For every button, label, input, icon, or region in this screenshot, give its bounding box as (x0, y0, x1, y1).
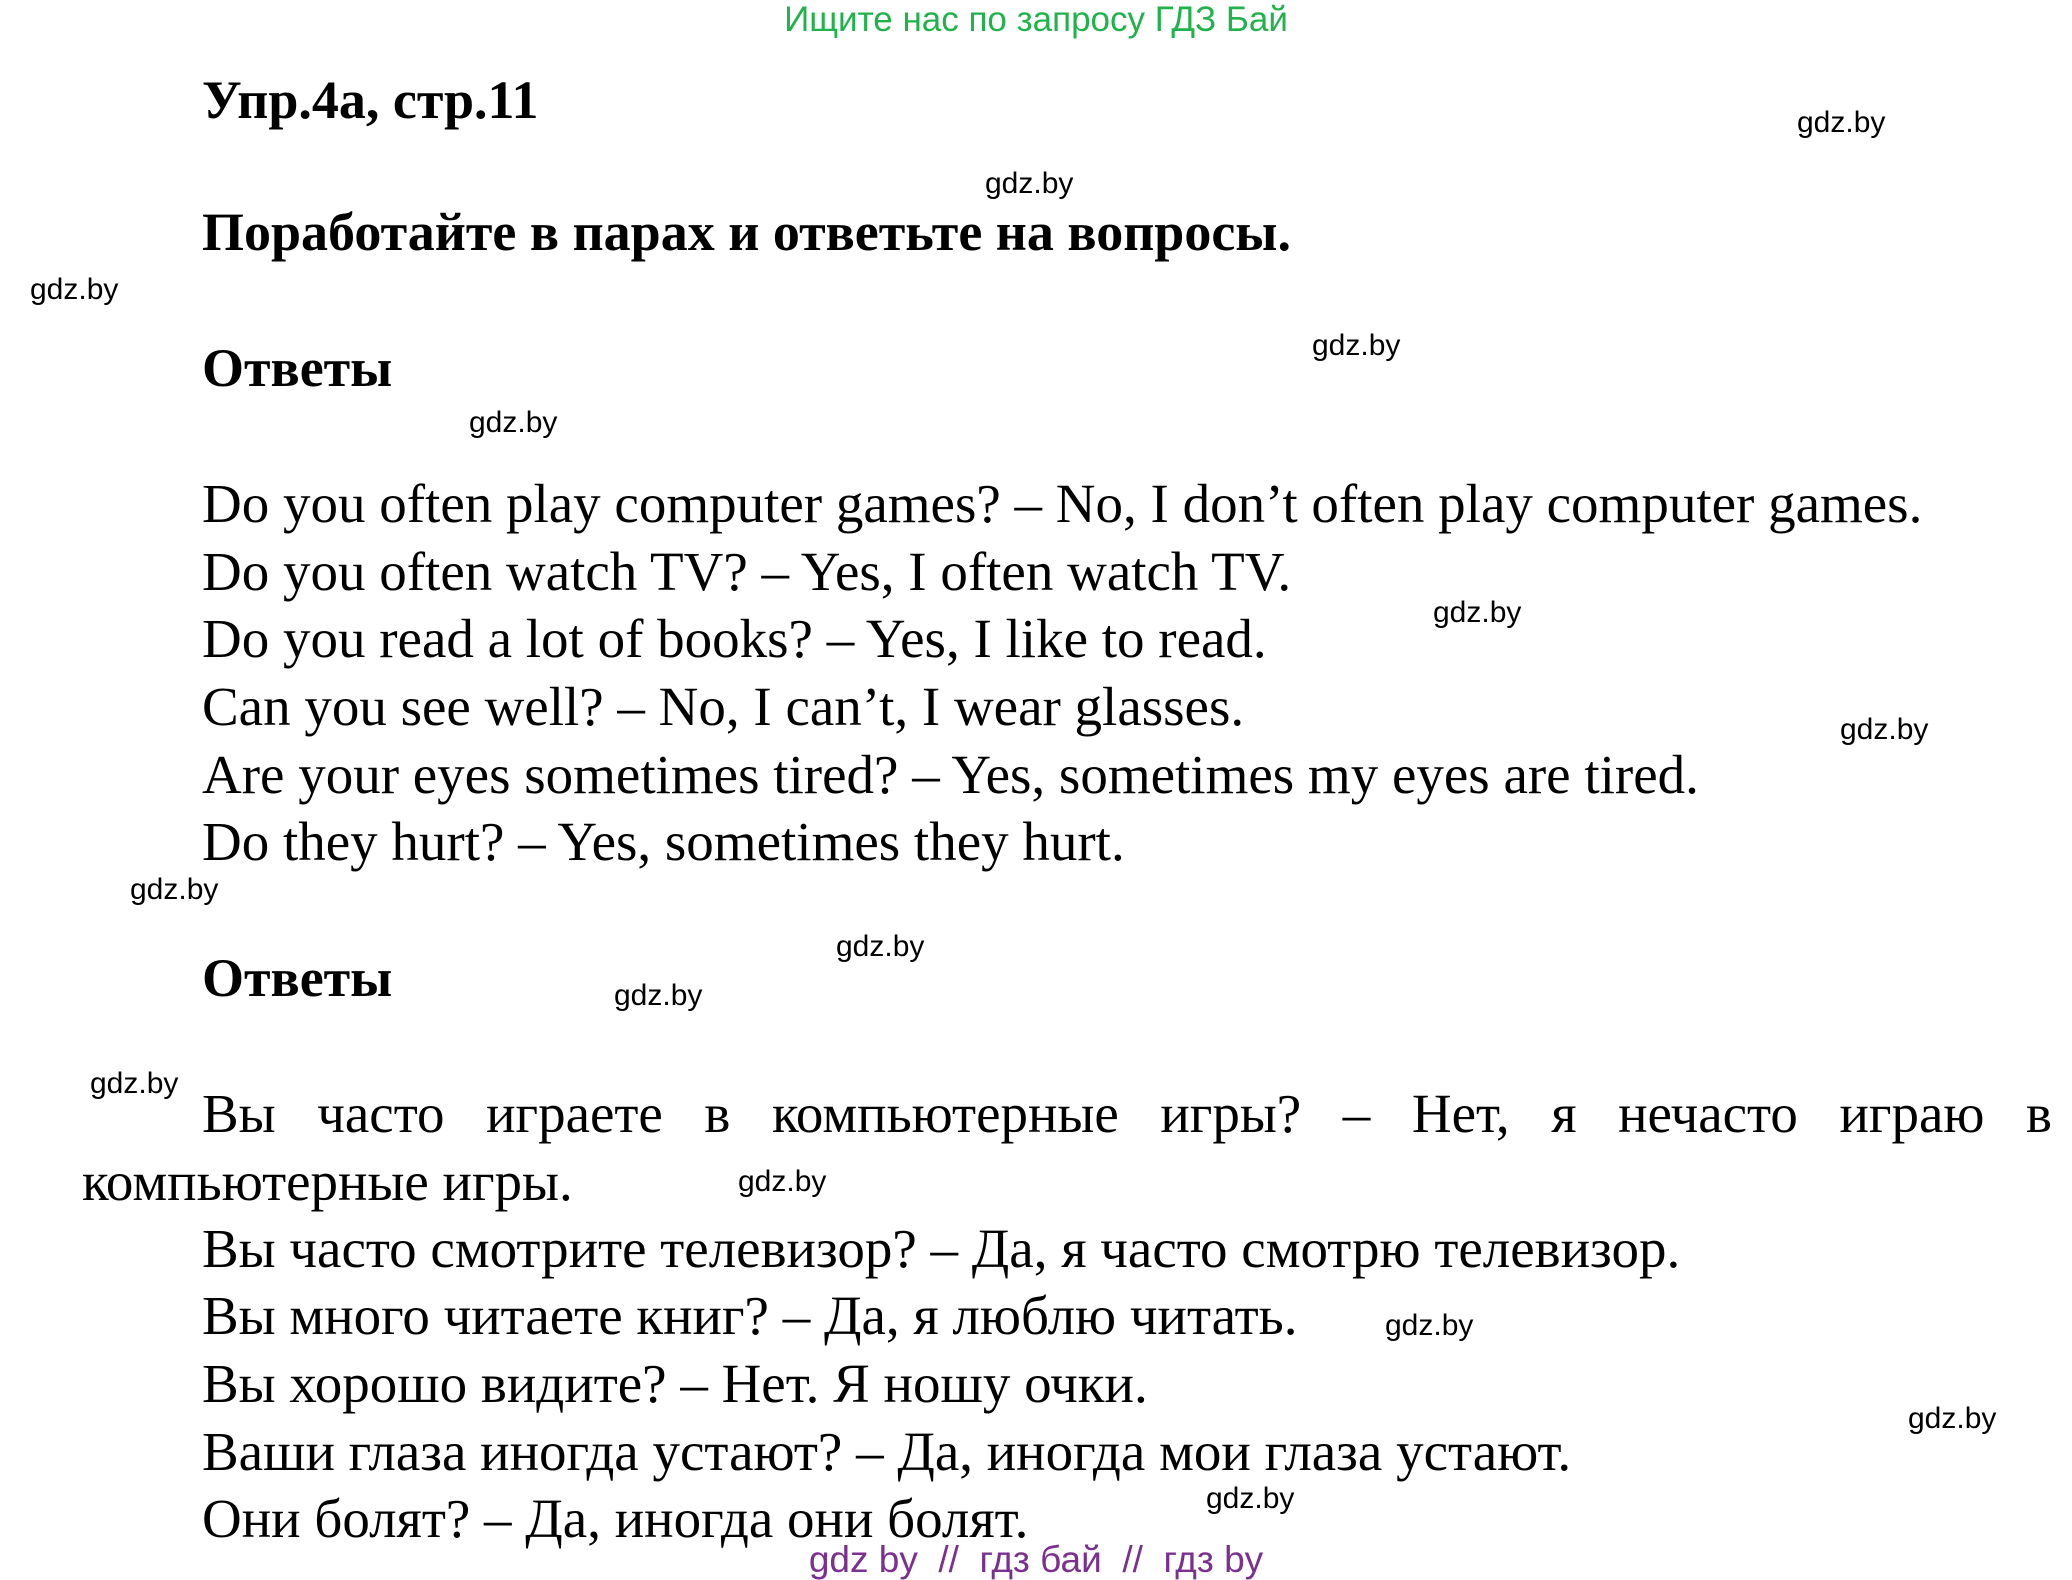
english-answer-line: Do you read a lot of books? – Yes, I like to read. (202, 608, 1267, 669)
russian-answer-paragraph: Вы часто играете в компьютерные игры? – Нет, я нечасто играю в компьютерные игры. (82, 1083, 2052, 1212)
watermark: gdz.by (1206, 1482, 1295, 1515)
watermark: gdz.by (985, 167, 1074, 200)
english-answer-line: Do you often play computer games? – No, I don’t often play computer games. (202, 473, 1923, 534)
english-answer-line: Can you see well? – No, I can’t, I wear glasses. (202, 676, 1245, 737)
russian-answer-line: Вы хорошо видите? – Нет. Я ношу очки. (202, 1353, 1148, 1414)
watermark: gdz.by (469, 406, 558, 439)
russian-answer-line: Вы часто смотрите телевизор? – Да, я часто смотрю телевизор. (202, 1218, 1681, 1279)
watermark: gdz.by (1385, 1309, 1474, 1342)
watermark: gdz.by (1908, 1402, 1997, 1435)
watermark: gdz.by (130, 873, 219, 906)
english-answer-line: Are your eyes sometimes tired? – Yes, sometimes my eyes are tired. (202, 744, 1699, 805)
watermark: gdz.by (30, 273, 119, 306)
exercise-title: Упр.4а, стр.11 (202, 70, 539, 130)
watermark: gdz.by (1433, 596, 1522, 629)
answers-heading-russian: Ответы (202, 948, 393, 1008)
watermark: gdz.by (90, 1067, 179, 1100)
watermark: gdz.by (836, 930, 925, 963)
answers-heading-english: Ответы (202, 338, 393, 398)
russian-answer-line: Ваши глаза иногда устают? – Да, иногда мои глаза устают. (202, 1421, 1572, 1482)
watermark: gdz.by (1797, 106, 1886, 139)
english-answer-line: Do you often watch TV? – Yes, I often watch TV. (202, 541, 1292, 602)
russian-answer-line: Вы много читаете книг? – Да, я люблю читать. (202, 1285, 1298, 1346)
watermark: gdz.by (614, 979, 703, 1012)
watermark: gdz.by (1840, 713, 1929, 746)
top-banner: Ищите нас по запросу ГДЗ Бай (784, 0, 1288, 39)
task-instruction: Поработайте в парах и ответьте на вопросы. (202, 202, 1291, 262)
watermark: gdz.by (738, 1165, 827, 1198)
footer-watermark: gdz by // гдз бай // гдз by (808, 1539, 1264, 1580)
watermark: gdz.by (1312, 329, 1401, 362)
russian-answer-line: Они болят? – Да, иногда они болят. (202, 1488, 1029, 1549)
english-answer-line: Do they hurt? – Yes, sometimes they hurt. (202, 811, 1125, 872)
